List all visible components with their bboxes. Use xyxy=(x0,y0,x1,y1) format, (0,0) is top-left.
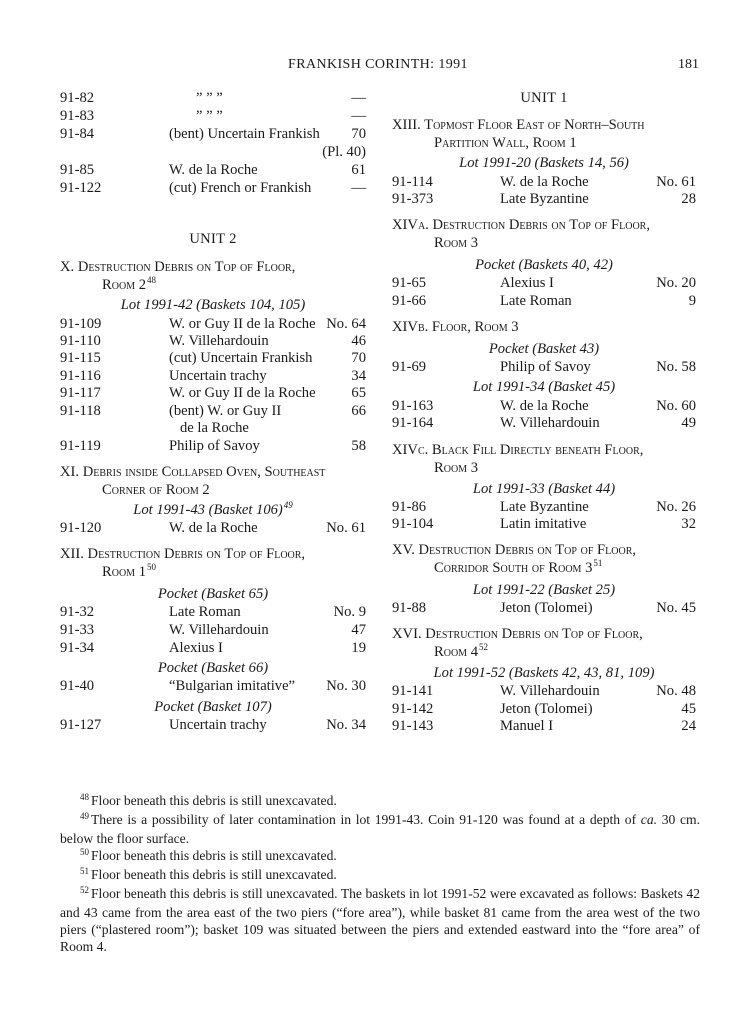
coin-number: 91-86 xyxy=(392,499,427,515)
section-x-room: Room 2 xyxy=(102,277,147,293)
coin-number: 91-142 xyxy=(392,701,434,717)
table-row xyxy=(60,385,366,403)
coin-number: 91-119 xyxy=(60,438,101,454)
catalogue-number: No. 30 xyxy=(326,678,366,694)
section-xiva-heading: XIVa. Destruction Debris on Top of Floor, xyxy=(392,217,650,233)
footnotes xyxy=(60,792,700,955)
section-xvi-subheading xyxy=(434,644,488,663)
coin-number: 91-83 xyxy=(60,108,95,124)
coin-number: 91-373 xyxy=(392,191,434,207)
coin-number: 91-84 xyxy=(60,126,95,142)
pocket-heading: Pocket (Basket 65) xyxy=(157,586,269,602)
coin-description: Late Byzantine xyxy=(500,191,589,207)
table-row xyxy=(392,415,696,433)
table-row xyxy=(392,398,696,416)
pocket-heading: Pocket (Basket 107) xyxy=(154,699,272,715)
lot-heading: Lot 1991-20 (Baskets 14, 56) xyxy=(459,155,629,171)
coin-description: W. Villehardouin xyxy=(169,622,269,638)
coin-description: (cut) French or Frankish xyxy=(169,180,312,196)
footnote-49 xyxy=(60,811,700,847)
footnote-number: 49 xyxy=(80,811,89,821)
coin-description: Philip of Savoy xyxy=(169,438,260,454)
footnote-number: 52 xyxy=(80,885,89,895)
catalogue-number: 9 xyxy=(688,293,696,309)
catalogue-number: — xyxy=(351,180,366,196)
lot-heading: Lot 1991-52 (Baskets 42, 43, 81, 109) xyxy=(433,665,655,681)
table-row xyxy=(60,368,366,386)
section-xi-subheading: Corner of Room 2 xyxy=(102,482,210,498)
coin-description: W. or Guy II de la Roche xyxy=(169,316,316,332)
coin-number: 91-163 xyxy=(392,398,434,414)
running-head-title: FRANKISH CORINTH: 1991 xyxy=(288,57,468,72)
table-row xyxy=(392,600,696,618)
footnote-text: Floor beneath this debris is still unexcavated. xyxy=(91,848,337,863)
coin-description: Philip of Savoy xyxy=(500,359,591,375)
footnote-ref-50: 50 xyxy=(147,562,157,572)
table-row xyxy=(60,126,366,144)
table-row xyxy=(60,162,366,180)
coin-number: 91-115 xyxy=(60,350,101,366)
coin-description: Uncertain trachy xyxy=(169,717,267,733)
table-row xyxy=(392,293,696,311)
table-row xyxy=(60,678,366,696)
footnote-text: Floor beneath this debris is still unexcavated. The baskets in lot 1991-52 were excavated as follows: Baskets 42 and 43 came from the area east of the two piers (“fore area”), while basket 81 came from the area west of the two piers (“plastered room”); basket 109 was situated between the piers and extended eastward into the “fore area” of Room 4. xyxy=(60,886,700,954)
coin-description: (bent) Uncertain Frankish xyxy=(169,126,320,142)
catalogue-number: 45 xyxy=(681,701,696,717)
lot-heading: Lot 1991-42 (Baskets 104, 105) xyxy=(120,297,306,313)
section-xii-heading: XII. Destruction Debris on Top of Floor, xyxy=(60,546,306,562)
catalogue-number: No. 26 xyxy=(656,499,696,515)
coin-description: W. de la Roche xyxy=(169,520,258,536)
catalogue-number: No. 64 xyxy=(326,316,366,332)
table-row xyxy=(60,108,366,126)
catalogue-number: No. 20 xyxy=(656,275,696,291)
footnote-50 xyxy=(60,847,700,866)
table-row xyxy=(60,622,366,640)
table-row xyxy=(392,191,696,209)
coin-number: 91-117 xyxy=(60,385,101,401)
coin-description: Latin imitative xyxy=(500,516,587,532)
section-x-heading: X. Destruction Debris on Top of Floor, xyxy=(60,259,296,275)
table-row xyxy=(392,359,696,377)
footnote-abbrev: ca. xyxy=(640,812,658,827)
coin-number: 91-82 xyxy=(60,90,95,106)
coin-number: 91-66 xyxy=(392,293,427,309)
footnote-ref-51: 51 xyxy=(593,558,603,568)
coin-number: 91-127 xyxy=(60,717,102,733)
lot-heading: Lot 1991-22 (Basket 25) xyxy=(472,582,616,598)
pocket-heading: Pocket (Basket 43) xyxy=(488,341,600,357)
table-row xyxy=(60,640,366,658)
page-number: 181 xyxy=(678,57,699,72)
catalogue-number: No. 48 xyxy=(656,683,696,699)
section-xii-room: Room 1 xyxy=(102,564,147,580)
coin-description: ” ” ” xyxy=(196,90,223,106)
table-row xyxy=(60,520,366,538)
coin-number: 91-33 xyxy=(60,622,95,638)
coin-number: 91-109 xyxy=(60,316,102,332)
coin-description: (bent) W. or Guy II xyxy=(169,403,282,419)
catalogue-number: 47 xyxy=(351,622,366,638)
catalogue-number: 19 xyxy=(351,640,366,656)
footnote-text: Floor beneath this debris is still unexcavated. xyxy=(91,793,337,808)
coin-description: W. Villehardouin xyxy=(500,415,600,431)
table-row xyxy=(392,683,696,701)
coin-number: 91-114 xyxy=(392,174,433,190)
section-xi-heading: XI. Debris inside Collapsed Oven, Southeast xyxy=(60,464,326,480)
table-row xyxy=(392,275,696,293)
coin-description: Late Roman xyxy=(500,293,572,309)
coin-description: Late Byzantine xyxy=(500,499,589,515)
catalogue-number: 46 xyxy=(351,333,366,349)
pocket-heading: Pocket (Baskets 40, 42) xyxy=(475,257,613,273)
section-xvi-room: Room 4 xyxy=(434,644,479,660)
coin-number: 91-69 xyxy=(392,359,427,375)
coin-number: 91-143 xyxy=(392,718,434,734)
catalogue-number: 70 xyxy=(351,350,366,366)
coin-number: 91-85 xyxy=(60,162,95,178)
plate-reference: (Pl. 40) xyxy=(322,144,366,160)
footnote-52 xyxy=(60,885,700,955)
section-xv-room: Corridor South of Room 3 xyxy=(434,560,593,576)
unit-2-heading: UNIT 2 xyxy=(189,231,237,247)
catalogue-number: 61 xyxy=(351,162,366,178)
coin-number: 91-65 xyxy=(392,275,427,291)
coin-description: Late Roman xyxy=(169,604,241,620)
catalogue-number: 49 xyxy=(681,415,696,431)
coin-description: W. Villehardouin xyxy=(500,683,600,699)
catalogue-number: No. 9 xyxy=(333,604,366,620)
section-xivb-heading: XIVb. Floor, Room 3 xyxy=(392,319,519,335)
coin-number: 91-40 xyxy=(60,678,95,694)
coin-number: 91-110 xyxy=(60,333,101,349)
coin-description: W. de la Roche xyxy=(169,162,258,178)
catalogue-number: No. 58 xyxy=(656,359,696,375)
coin-number: 91-164 xyxy=(392,415,434,431)
section-x-subheading xyxy=(102,277,156,296)
table-row xyxy=(60,180,366,198)
table-row xyxy=(60,604,366,622)
section-xiii-subheading: Partition Wall, Room 1 xyxy=(434,135,577,151)
catalogue-number: 24 xyxy=(681,718,696,734)
coin-description: Jeton (Tolomei) xyxy=(500,701,593,717)
section-xii-subheading xyxy=(102,564,156,583)
coin-description: W. or Guy II de la Roche xyxy=(169,385,316,401)
lot-label: Lot 1991-43 (Basket 106) xyxy=(133,502,283,518)
footnote-51 xyxy=(60,866,700,885)
catalogue-number: 58 xyxy=(351,438,366,454)
coin-number: 91-34 xyxy=(60,640,95,656)
coin-number: 91-32 xyxy=(60,604,95,620)
footnote-text: Floor beneath this debris is still unexcavated. xyxy=(91,867,337,882)
coin-number: 91-104 xyxy=(392,516,434,532)
catalogue-number: 32 xyxy=(681,516,696,532)
table-row xyxy=(60,350,366,368)
lot-heading: Lot 1991-33 (Basket 44) xyxy=(472,481,616,497)
catalogue-number: 28 xyxy=(681,191,696,207)
catalogue-number: 34 xyxy=(351,368,366,384)
catalogue-number: No. 45 xyxy=(656,600,696,616)
catalogue-number: 70 xyxy=(351,126,366,142)
table-row xyxy=(392,499,696,517)
coin-description: Jeton (Tolomei) xyxy=(500,600,593,616)
footnote-ref-48: 48 xyxy=(147,275,157,285)
table-row xyxy=(60,403,366,421)
table-row xyxy=(392,174,696,192)
catalogue-number: — xyxy=(351,90,366,106)
catalogue-number: No. 61 xyxy=(656,174,696,190)
table-row xyxy=(60,438,366,456)
table-row xyxy=(60,144,366,162)
coin-description: W. de la Roche xyxy=(500,174,589,190)
footnote-number: 51 xyxy=(80,866,89,876)
footnote-text: 30 cm. below the floor surface. xyxy=(60,812,700,846)
coin-number: 91-118 xyxy=(60,403,101,419)
coin-number: 91-120 xyxy=(60,520,102,536)
coin-number: 91-122 xyxy=(60,180,102,196)
table-row xyxy=(60,90,366,108)
section-xiva-subheading: Room 3 xyxy=(434,235,479,251)
section-xvi-heading: XVI. Destruction Debris on Top of Floor, xyxy=(392,626,643,642)
coin-description: “Bulgarian imitative” xyxy=(169,678,296,694)
coin-description: Alexius I xyxy=(500,275,554,291)
lot-heading xyxy=(60,502,366,521)
coin-number: 91-141 xyxy=(392,683,434,699)
unit-1-heading: UNIT 1 xyxy=(520,90,568,106)
coin-description: Alexius I xyxy=(169,640,223,656)
footnote-48 xyxy=(60,792,700,811)
table-row xyxy=(392,701,696,719)
table-row xyxy=(392,516,696,534)
running-head xyxy=(0,56,756,76)
catalogue-number: — xyxy=(351,108,366,124)
section-xiii-heading: XIII. Topmost Floor East of North–South xyxy=(392,117,645,133)
coin-description: de la Roche xyxy=(180,420,249,436)
table-row xyxy=(392,718,696,736)
catalogue-number: No. 61 xyxy=(326,520,366,536)
footnote-number: 48 xyxy=(80,792,89,802)
pocket-heading: Pocket (Basket 66) xyxy=(157,660,269,676)
table-row xyxy=(60,420,366,438)
coin-description: ” ” ” xyxy=(196,108,223,124)
table-row xyxy=(60,316,366,334)
footnote-text: There is a possibility of later contamination in lot 1991-43. Coin 91-120 was found at a depth of xyxy=(91,812,641,827)
coin-description: W. Villehardouin xyxy=(169,333,269,349)
coin-number: 91-88 xyxy=(392,600,427,616)
catalogue-number: No. 34 xyxy=(326,717,366,733)
table-row xyxy=(60,717,366,735)
section-xv-heading: XV. Destruction Debris on Top of Floor, xyxy=(392,542,637,558)
table-row xyxy=(60,333,366,351)
catalogue-number: 66 xyxy=(351,403,366,419)
coin-description: (cut) Uncertain Frankish xyxy=(169,350,313,366)
section-xivc-subheading: Room 3 xyxy=(434,460,479,476)
footnote-ref-49: 49 xyxy=(283,500,293,510)
footnote-ref-52: 52 xyxy=(479,642,489,652)
coin-number: 91-116 xyxy=(60,368,101,384)
footnote-number: 50 xyxy=(80,847,89,857)
catalogue-number: No. 60 xyxy=(656,398,696,414)
section-xivc-heading: XIVc. Black Fill Directly beneath Floor, xyxy=(392,442,644,458)
section-xv-subheading xyxy=(434,560,602,579)
coin-description: Uncertain trachy xyxy=(169,368,267,384)
lot-heading: Lot 1991-34 (Basket 45) xyxy=(472,379,616,395)
coin-description: W. de la Roche xyxy=(500,398,589,414)
coin-description: Manuel I xyxy=(500,718,554,734)
catalogue-number: 65 xyxy=(351,385,366,401)
